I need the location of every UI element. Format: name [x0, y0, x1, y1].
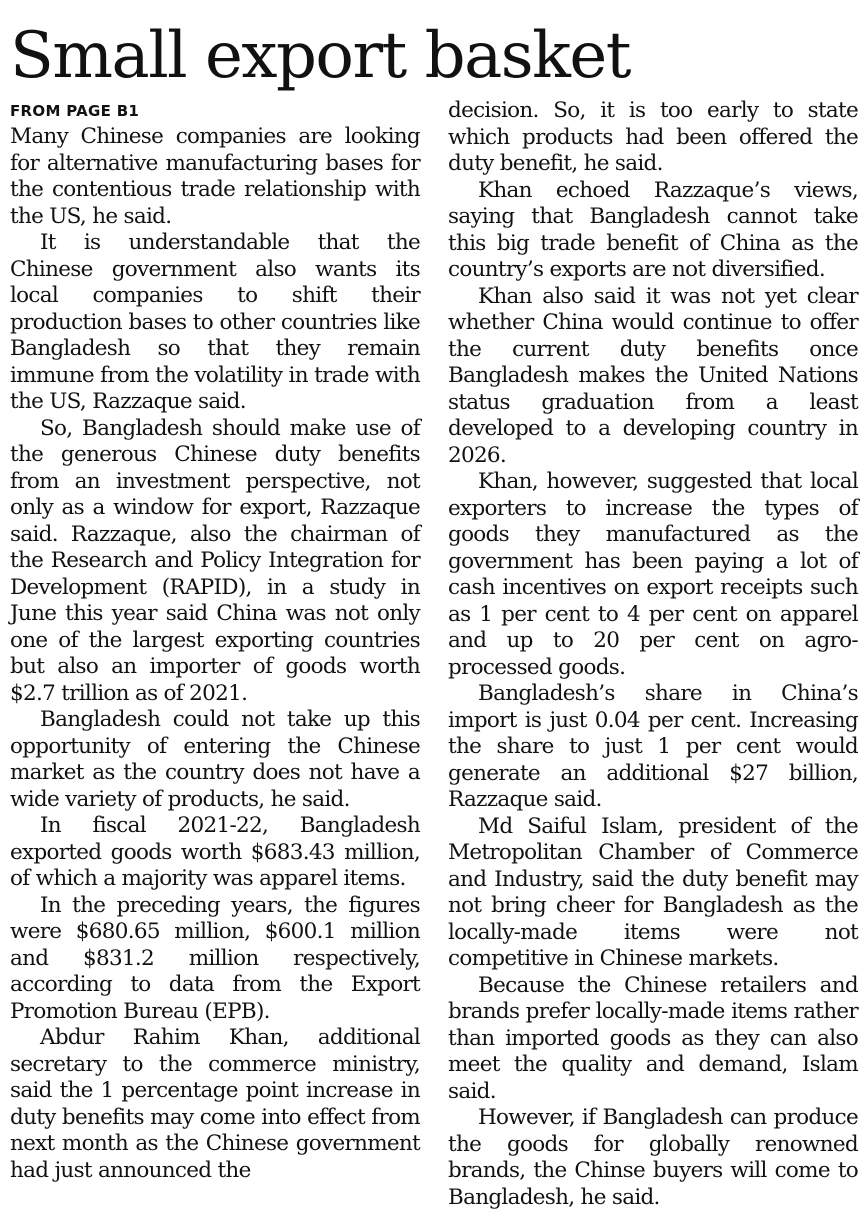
paragraph: Bangladesh’s share in China’s import is just 0.04 per cent. Increasing the share to just 1 per cent would generate an additional $27 billion, Razzaque said.: [448, 681, 858, 812]
paragraph: So, Bangladesh should make use of the generous Chinese duty benefits from an investment perspective, not only as a window for export, Razzaque said. Razzaque, also the chairman of the Research and Policy Integration for Development (RAPID), in a study in June this year said China was not only one of the largest exporting countries but also an importer of goods worth $2.7 trillion as of 2021.: [10, 415, 420, 706]
paragraph: Bangladesh could not take up this opportunity of entering the Chinese market as the country does not have a wide variety of products, he said.: [10, 707, 420, 812]
paragraph: Khan also said it was not yet clear whether China would continue to offer the current duty benefits once Bangladesh makes the United Nations status graduation from a least developed to a developing country in 2026.: [448, 283, 858, 468]
right-column: [448, 98, 858, 1211]
paragraph-continued: decision. So, it is too early to state which products had been offered the duty benefit, he said.: [448, 98, 858, 176]
paragraph: Khan echoed Razzaque’s views, saying that Bangladesh cannot take this big trade benefit of China as the country’s exports are not diversified.: [448, 177, 858, 282]
paragraph: Because the Chinese retailers and brands prefer locally-made items rather than imported goods as they can also meet the quality and demand, Islam said.: [448, 972, 858, 1104]
paragraph: However, if Bangladesh can produce the goods for globally renowned brands, the Chinse buyers will come to Bangladesh, he said.: [448, 1105, 858, 1210]
continuation-kicker: FROM PAGE B1: [10, 102, 140, 120]
paragraph: Khan, however, suggested that local exporters to increase the types of goods they manufactured as the government has been paying a lot of cash incentives on export receipts such as 1 per cent to 4 per cent on apparel and up to 20 per cent on agro-processed goods.: [448, 469, 858, 680]
paragraph: Abdur Rahim Khan, additional secretary to the commerce ministry, said the 1 percentage point increase in duty benefits may come into effect from next month as the Chinese government had just announced the: [10, 1025, 420, 1183]
paragraph: Many Chinese companies are looking for alternative manufacturing bases for the contentious trade relationship with the US, he said.: [10, 124, 420, 229]
headline: Small export basket: [10, 19, 630, 93]
paragraph: It is understandable that the Chinese government also wants its local companies to shift their production bases to other countries like Bangladesh so that they remain immune from the volatility in trade with the US, Razzaque said.: [10, 230, 420, 414]
paragraph: In the preceding years, the figures were $680.65 million, $600.1 million and $831.2 million respectively, according to data from the Export Promotion Bureau (EPB).: [10, 892, 420, 1024]
paragraph: In fiscal 2021-22, Bangladesh exported goods worth $683.43 million, of which a majority was apparel items.: [10, 813, 420, 891]
paragraph: Md Saiful Islam, president of the Metropolitan Chamber of Commerce and Industry, said the duty benefit may not bring cheer for Bangladesh as the locally-made items were not competitive in Chinese markets.: [448, 813, 858, 971]
left-column: [10, 98, 420, 1184]
